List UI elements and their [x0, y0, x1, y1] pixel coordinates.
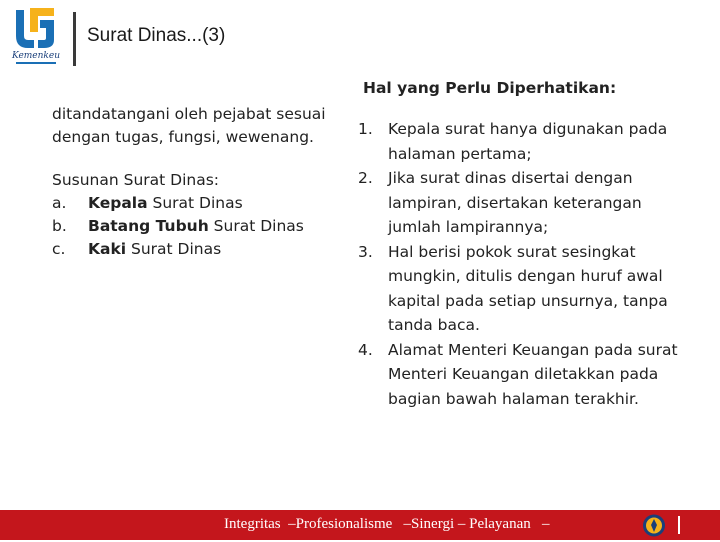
numbered-item [358, 166, 698, 240]
kemenkeu-logo-icon [10, 6, 62, 68]
intro-text: ditandatangani oleh pejabat sesuai dengan tugas, fungsi, wewenang. [52, 105, 326, 146]
item-text: Kepala surat hanya digunakan pada halaman pertama; [388, 120, 668, 163]
list-label: a. [52, 194, 67, 212]
item-number: 4. [358, 340, 373, 359]
list-item [52, 215, 337, 238]
header-divider [73, 12, 76, 66]
page-title: Surat Dinas...(3) [87, 25, 226, 46]
right-heading: Hal yang Perlu Diperhatikan: [363, 79, 617, 97]
svg-text:Kemenkeu: Kemenkeu [11, 51, 61, 61]
numbered-item [358, 117, 698, 166]
item-text: Alamat Menteri Keuangan pada surat Menteri Keuangan diletakkan pada bagian bawah halaman terakhir. [388, 340, 678, 408]
item-text: Jika surat dinas disertai dengan lampiran, disertakan keterangan jumlah lampirannya; [388, 169, 642, 236]
section-title: Susunan Surat Dinas: [52, 171, 220, 189]
kemenkeu-emblem-icon [641, 513, 667, 538]
list-bold: Kepala [88, 194, 148, 212]
item-text: Hal berisi pokok surat sesingkat mungkin, ditulis dengan huruf awal kapital pada setiap unsurnya, tanpa tanda baca. [388, 242, 668, 334]
footer-bar [0, 510, 720, 540]
numbered-item [358, 240, 698, 338]
list-label: b. [52, 217, 67, 235]
list-label: c. [52, 240, 66, 258]
numbered-item [358, 338, 698, 412]
item-number: 1. [358, 120, 373, 138]
footer-values: Integritas –Profesionalisme –Sinergi – Pelayanan – [224, 516, 550, 532]
list-item [52, 192, 337, 215]
list-rest: Surat Dinas [147, 194, 243, 212]
item-number: 2. [358, 169, 373, 187]
list-rest: Surat Dinas [208, 217, 304, 235]
right-content [358, 117, 698, 411]
list-bold: Kaki [88, 240, 127, 258]
footer-divider [678, 516, 680, 534]
left-content [52, 103, 337, 261]
list-item [52, 238, 337, 261]
item-number: 3. [358, 242, 373, 261]
list-bold: Batang Tubuh [88, 217, 209, 235]
list-rest: Surat Dinas [126, 240, 222, 258]
